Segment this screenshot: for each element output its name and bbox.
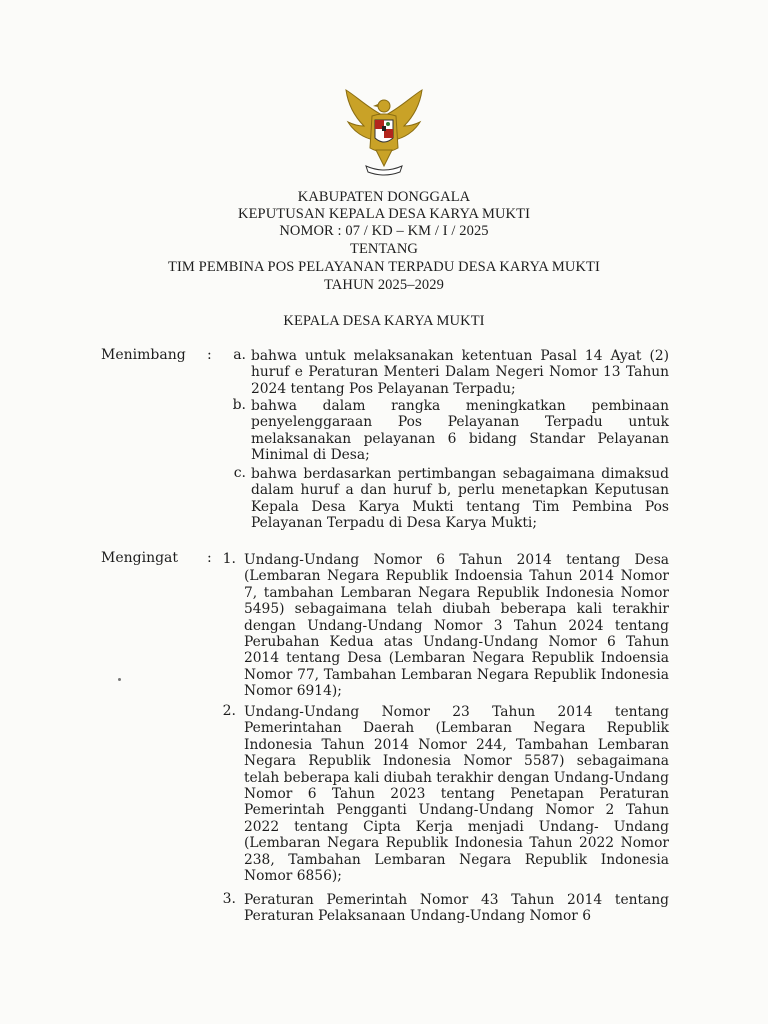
menimbang-marker-a: a.	[233, 347, 246, 363]
menimbang-item-b: bahwa dalam rangka meningkatkan pembinaan penyelenggaraan Pos Pelayanan Terpadu untuk melaksanakan pelayanan 6 bidang Standar Pelayanan Minimal di Desa;	[251, 398, 669, 464]
decree-number: NOMOR : 07 / KD – KM / I / 2025	[279, 223, 489, 239]
menimbang-colon: :	[207, 347, 212, 363]
issuer-title: KEPALA DESA KARYA MUKTI	[283, 313, 485, 329]
mengingat-marker-2: 2.	[222, 703, 236, 719]
mengingat-item-1: Undang-Undang Nomor 6 Tahun 2014 tentang Desa (Lembaran Negara Republik Indoensia Tahun 2014 Nomor 7, tambahan Lembaran Negara Republik Indonesia Nomor 5495) sebagaimana telah diubah beberapa kali terakhir dengan Undang-Undang Nomor 3 Tahun 2024 tentang Perubahan Kedua atas Undang-Undang Nomor 6 Tahun 2014 tentang Desa (Lembaran Negara Republik Indoensia Nomor 77, Tambahan Lembaran Negara Republik Indonesia Nomor 6914);	[244, 552, 669, 700]
about-label: TENTANG	[350, 241, 418, 257]
menimbang-item-c: bahwa berdasarkan pertimbangan sebagaimana dimaksud dalam huruf a dan huruf b, perlu menetapkan Keputusan Kepala Desa Karya Mukti tentang Tim Pembina Pos Pelayanan Terpadu di Desa Karya Mukti;	[251, 466, 669, 532]
decree-years: TAHUN 2025–2029	[324, 277, 444, 293]
menimbang-label: Menimbang	[101, 347, 186, 363]
mengingat-colon: :	[207, 550, 212, 566]
menimbang-marker-c: c.	[233, 465, 246, 481]
decree-title: KEPUTUSAN KEPALA DESA KARYA MUKTI	[238, 206, 530, 222]
mengingat-marker-1: 1.	[222, 551, 236, 567]
regency-title: KABUPATEN DONGGALA	[297, 189, 471, 205]
mengingat-marker-3: 3.	[222, 891, 236, 907]
scan-speck	[118, 678, 121, 681]
garuda-emblem-icon	[338, 86, 430, 178]
mengingat-item-3: Peraturan Pemerintah Nomor 43 Tahun 2014 tentang Peraturan Pelaksanaan Undang-Undang Nomor 6	[244, 892, 669, 925]
mengingat-label: Mengingat	[101, 550, 179, 566]
menimbang-marker-b: b.	[232, 397, 246, 413]
mengingat-item-2: Undang-Undang Nomor 23 Tahun 2014 tentang Pemerintahan Daerah (Lembaran Negara Republik Indonesia Tahun 2014 Nomor 244, Tambahan Lembaran Negara Republik Indonesia Nomor 5587) sebagaimana telah beberapa kali diubah terakhir dengan Undang-Undang Nomor 6 Tahun 2023 tentang Penetapan Peraturan Pemerintah Pengganti Undang-Undang Nomor 2 Tahun 2022 tentang Cipta Kerja menjadi Undang- Undang (Lembaran Negara Republik Indonesia Tahun 2022 Nomor 238, Tambahan Lembaran Negara Republik Indonesia Nomor 6856);	[244, 704, 669, 885]
decree-subject: TIM PEMBINA POS PELAYANAN TERPADU DESA KARYA MUKTI	[168, 259, 600, 275]
menimbang-item-a: bahwa untuk melaksanakan ketentuan Pasal 14 Ayat (2) huruf e Peraturan Menteri Dalam Negeri Nomor 13 Tahun 2024 tentang Pos Pelayanan Terpadu;	[251, 348, 669, 397]
